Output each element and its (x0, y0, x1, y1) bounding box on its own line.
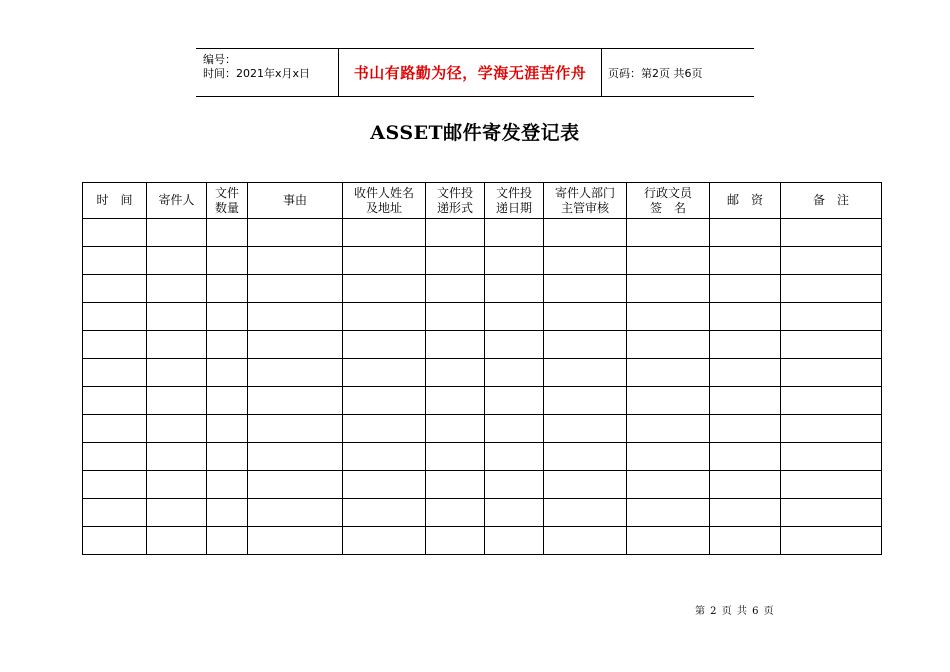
table-cell[interactable] (544, 275, 627, 303)
table-row (83, 359, 882, 387)
document-number-label: 编号： (203, 53, 236, 66)
table-cell[interactable] (343, 415, 426, 443)
table-cell[interactable] (207, 387, 248, 415)
table-cell[interactable] (485, 415, 544, 443)
column-header-postage: 邮 资 (710, 183, 781, 219)
table-cell[interactable] (781, 499, 882, 527)
table-cell[interactable] (426, 415, 485, 443)
table-cell[interactable] (710, 359, 781, 387)
table-row (83, 219, 882, 247)
table-cell[interactable] (426, 331, 485, 359)
table-cell[interactable] (147, 527, 207, 555)
table-cell[interactable] (544, 471, 627, 499)
table-cell[interactable] (710, 443, 781, 471)
table-cell[interactable] (248, 303, 343, 331)
table-cell[interactable] (248, 387, 343, 415)
table-row (83, 443, 882, 471)
table-cell[interactable] (207, 471, 248, 499)
table-cell[interactable] (83, 443, 147, 471)
table-cell[interactable] (627, 359, 710, 387)
table-cell[interactable] (544, 499, 627, 527)
table-cell[interactable] (426, 471, 485, 499)
table-cell[interactable] (544, 415, 627, 443)
table-cell[interactable] (485, 247, 544, 275)
table-cell[interactable] (710, 247, 781, 275)
document-time-label: 时间：2021年x月x日 (203, 67, 311, 80)
table-cell[interactable] (248, 275, 343, 303)
column-header-delivery-date: 文件投 递日期 (485, 183, 544, 219)
table-cell[interactable] (426, 499, 485, 527)
column-header-remarks: 备 注 (781, 183, 882, 219)
header-page-code: 页码：第2页 共6页 (608, 66, 703, 80)
table-cell[interactable] (147, 471, 207, 499)
table-cell[interactable] (248, 471, 343, 499)
table-cell[interactable] (781, 415, 882, 443)
page-header (196, 48, 754, 97)
table-cell[interactable] (781, 303, 882, 331)
document-title: ASSET邮件寄发登记表 (370, 122, 580, 144)
table-cell[interactable] (627, 499, 710, 527)
table-cell[interactable] (485, 359, 544, 387)
table-cell[interactable] (544, 331, 627, 359)
table-cell[interactable] (426, 443, 485, 471)
table-cell[interactable] (627, 415, 710, 443)
table-cell[interactable] (207, 331, 248, 359)
table-cell[interactable] (544, 303, 627, 331)
table-cell[interactable] (485, 443, 544, 471)
table-cell[interactable] (248, 247, 343, 275)
table-cell[interactable] (485, 387, 544, 415)
table-cell[interactable] (343, 247, 426, 275)
table-cell[interactable] (83, 359, 147, 387)
table-cell[interactable] (781, 471, 882, 499)
table-cell[interactable] (83, 499, 147, 527)
table-cell[interactable] (627, 303, 710, 331)
table-cell[interactable] (627, 387, 710, 415)
table-cell[interactable] (485, 331, 544, 359)
table-cell[interactable] (248, 443, 343, 471)
table-cell[interactable] (627, 471, 710, 499)
table-cell[interactable] (426, 303, 485, 331)
table-cell[interactable] (83, 415, 147, 443)
table-cell[interactable] (781, 387, 882, 415)
table-cell[interactable] (710, 275, 781, 303)
column-header-manager-review: 寄件人部门 主管审核 (544, 183, 627, 219)
column-header-delivery-method: 文件投 递形式 (426, 183, 485, 219)
table-cell[interactable] (147, 331, 207, 359)
table-cell[interactable] (83, 387, 147, 415)
table-cell[interactable] (781, 359, 882, 387)
table-row (83, 303, 882, 331)
table-cell[interactable] (710, 471, 781, 499)
table-cell[interactable] (544, 219, 627, 247)
table-cell[interactable] (207, 443, 248, 471)
table-cell[interactable] (207, 303, 248, 331)
table-row (83, 275, 882, 303)
column-header-sender: 寄件人 (147, 183, 207, 219)
table-cell[interactable] (485, 527, 544, 555)
table-cell[interactable] (147, 247, 207, 275)
table-cell[interactable] (83, 303, 147, 331)
table-cell[interactable] (485, 303, 544, 331)
table-cell[interactable] (343, 359, 426, 387)
table-cell[interactable] (426, 387, 485, 415)
table-cell[interactable] (207, 359, 248, 387)
table-cell[interactable] (710, 219, 781, 247)
column-header-quantity: 文件 数量 (207, 183, 248, 219)
table-cell[interactable] (343, 303, 426, 331)
table-cell[interactable] (83, 247, 147, 275)
table-cell[interactable] (627, 219, 710, 247)
table-cell[interactable] (343, 527, 426, 555)
table-cell[interactable] (544, 359, 627, 387)
table-cell[interactable] (207, 415, 248, 443)
table-cell[interactable] (710, 303, 781, 331)
table-cell[interactable] (83, 219, 147, 247)
table-cell[interactable] (781, 443, 882, 471)
table-cell[interactable] (207, 499, 248, 527)
table-cell[interactable] (343, 443, 426, 471)
table-cell[interactable] (781, 247, 882, 275)
table-cell[interactable] (147, 303, 207, 331)
table-header-row (83, 183, 882, 219)
table-cell[interactable] (207, 275, 248, 303)
table-cell[interactable] (426, 219, 485, 247)
table-cell[interactable] (485, 219, 544, 247)
header-meta (196, 49, 338, 96)
table-cell[interactable] (248, 415, 343, 443)
column-header-recipient: 收件人姓名 及地址 (343, 183, 426, 219)
column-header-reason: 事由 (248, 183, 343, 219)
table-cell[interactable] (343, 331, 426, 359)
table-cell[interactable] (147, 443, 207, 471)
table-body (83, 219, 882, 555)
column-header-time: 时 间 (83, 183, 147, 219)
table-row (83, 331, 882, 359)
table-cell[interactable] (627, 527, 710, 555)
table-cell[interactable] (83, 471, 147, 499)
table-cell[interactable] (627, 247, 710, 275)
table-cell[interactable] (147, 499, 207, 527)
table-cell[interactable] (544, 527, 627, 555)
table-cell[interactable] (781, 275, 882, 303)
mail-register-table (82, 182, 882, 555)
table-cell[interactable] (147, 275, 207, 303)
table-cell[interactable] (83, 275, 147, 303)
footer-page-number: 第 2 页 共 6 页 (695, 606, 775, 617)
table-cell[interactable] (343, 219, 426, 247)
table-cell[interactable] (207, 247, 248, 275)
table-cell[interactable] (426, 275, 485, 303)
table-cell[interactable] (343, 387, 426, 415)
table-cell[interactable] (627, 275, 710, 303)
table-cell[interactable] (544, 387, 627, 415)
table-cell[interactable] (781, 219, 882, 247)
table-cell[interactable] (710, 527, 781, 555)
table-cell[interactable] (485, 499, 544, 527)
table-cell[interactable] (248, 499, 343, 527)
table-row (83, 499, 882, 527)
table-row (83, 247, 882, 275)
table-cell[interactable] (147, 359, 207, 387)
table-row (83, 415, 882, 443)
column-header-admin-signature: 行政文员 签 名 (627, 183, 710, 219)
table-cell[interactable] (147, 415, 207, 443)
table-cell[interactable] (147, 387, 207, 415)
table-cell[interactable] (207, 527, 248, 555)
table-cell[interactable] (248, 219, 343, 247)
table-cell[interactable] (343, 471, 426, 499)
table-cell[interactable] (544, 443, 627, 471)
table-cell[interactable] (343, 275, 426, 303)
table-cell[interactable] (710, 387, 781, 415)
table-cell[interactable] (207, 219, 248, 247)
table-row (83, 387, 882, 415)
table-cell[interactable] (426, 247, 485, 275)
table-cell[interactable] (710, 499, 781, 527)
table-cell[interactable] (248, 359, 343, 387)
table-cell[interactable] (781, 527, 882, 555)
table-cell[interactable] (248, 527, 343, 555)
table-cell[interactable] (83, 331, 147, 359)
table-cell[interactable] (343, 499, 426, 527)
header-motto: 书山有路勤为径，学海无涯苦作舟 (338, 49, 602, 96)
table-cell[interactable] (781, 331, 882, 359)
table-row (83, 527, 882, 555)
table-row (83, 471, 882, 499)
table-cell[interactable] (147, 219, 207, 247)
table-cell[interactable] (426, 527, 485, 555)
table-cell[interactable] (710, 415, 781, 443)
table-cell[interactable] (485, 471, 544, 499)
table-cell[interactable] (248, 331, 343, 359)
table-cell[interactable] (426, 359, 485, 387)
table-cell[interactable] (627, 331, 710, 359)
table-cell[interactable] (627, 443, 710, 471)
table-cell[interactable] (544, 247, 627, 275)
table-cell[interactable] (485, 275, 544, 303)
table-cell[interactable] (710, 331, 781, 359)
table-cell[interactable] (83, 527, 147, 555)
